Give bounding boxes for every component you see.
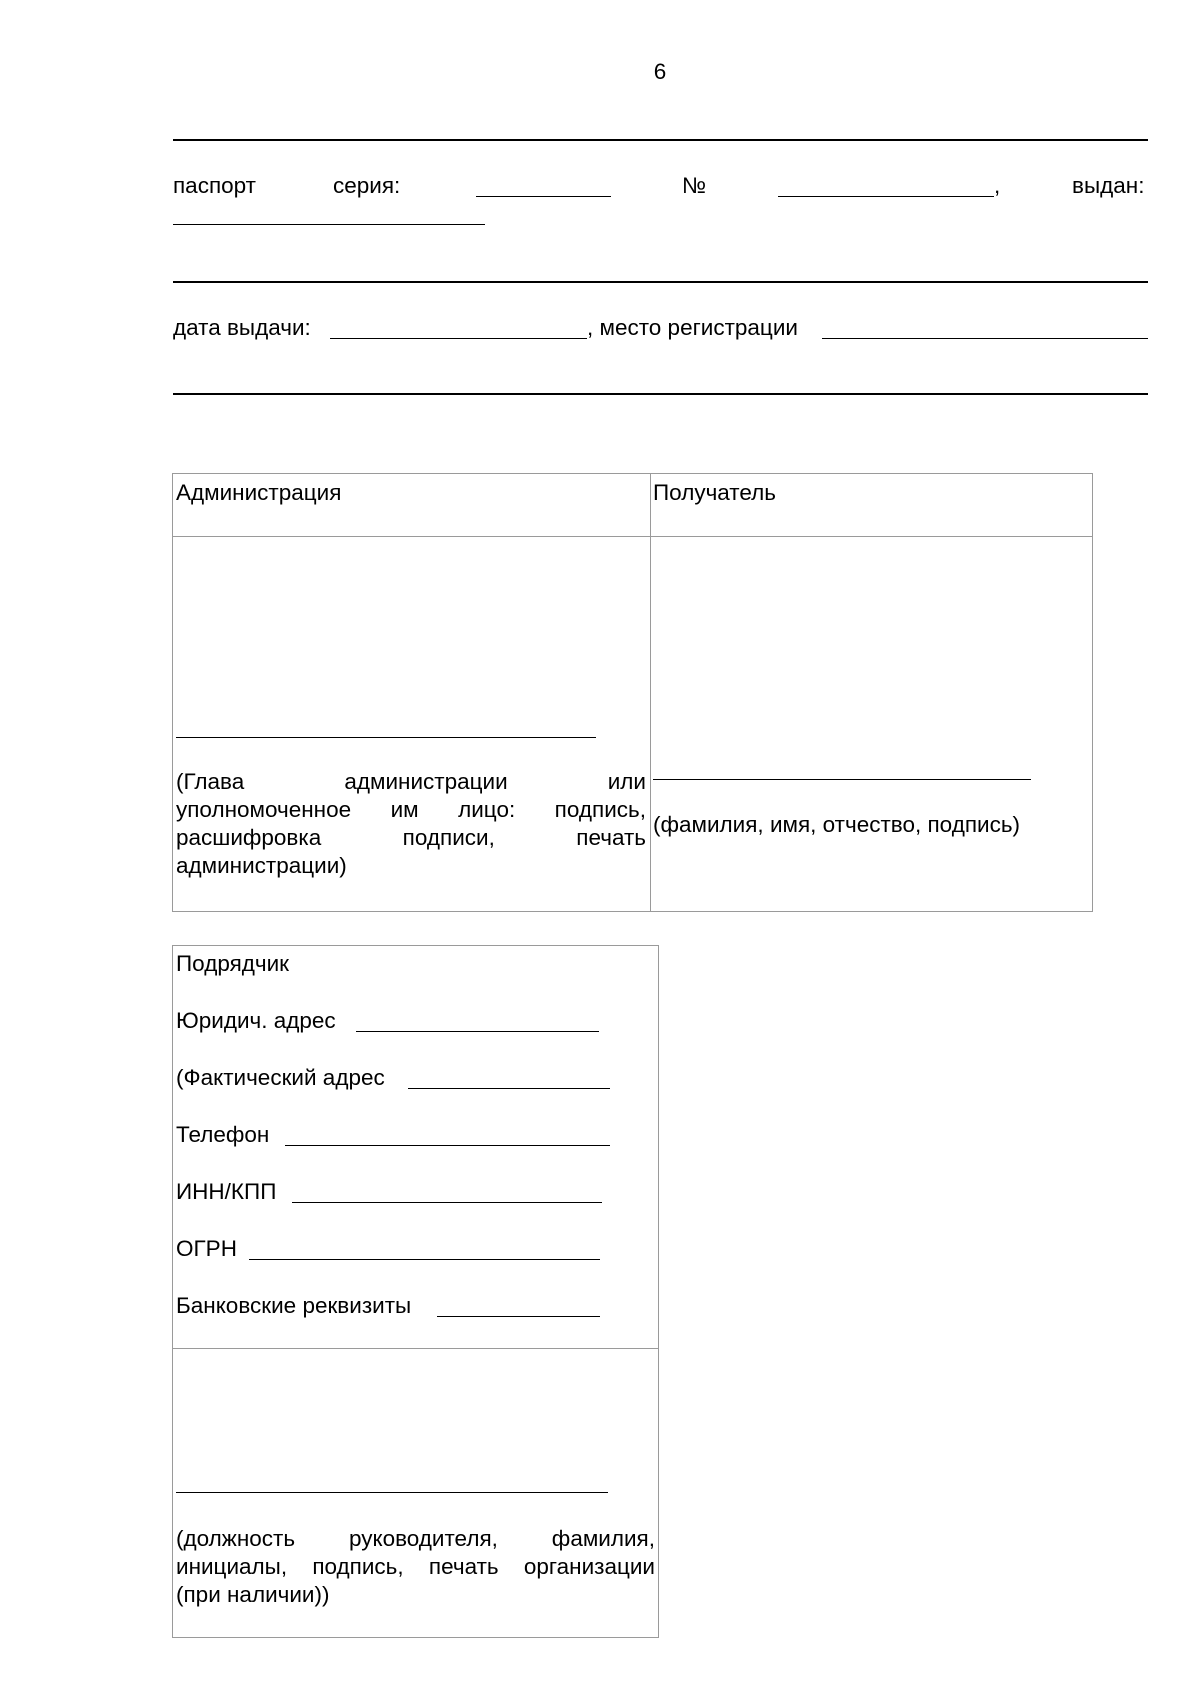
recipient-signature-field[interactable] bbox=[653, 779, 1031, 780]
bank-details-field[interactable] bbox=[437, 1316, 600, 1317]
registration-place-field[interactable] bbox=[822, 338, 1148, 339]
issued-label: выдан: bbox=[1072, 173, 1145, 198]
fill-line-top[interactable] bbox=[173, 139, 1148, 141]
signature-table-header-divider bbox=[172, 536, 1093, 537]
recipient-signature-caption: (фамилия, имя, отчество, подпись) bbox=[653, 812, 1021, 837]
phone-field[interactable] bbox=[285, 1145, 610, 1146]
actual-address-field[interactable] bbox=[408, 1088, 610, 1089]
page-number: 6 bbox=[653, 59, 667, 84]
passport-label: паспорт bbox=[173, 173, 256, 198]
actual-address-label: (Фактический адрес bbox=[176, 1065, 385, 1090]
signature-table-divider bbox=[650, 473, 651, 912]
inn-kpp-label: ИНН/КПП bbox=[176, 1179, 277, 1204]
legal-address-label: Юридич. адрес bbox=[176, 1008, 336, 1033]
contractor-header: Подрядчик bbox=[176, 951, 290, 976]
number-sign: № bbox=[682, 173, 707, 198]
ogrn-field[interactable] bbox=[249, 1259, 600, 1260]
admin-header: Администрация bbox=[176, 480, 342, 505]
bank-details-label: Банковские реквизиты bbox=[176, 1293, 412, 1318]
issue-date-field[interactable] bbox=[330, 338, 587, 339]
recipient-header: Получатель bbox=[653, 480, 776, 505]
comma: , bbox=[994, 173, 1001, 198]
registration-place-label: , место регистрации bbox=[587, 315, 798, 340]
fill-line-third[interactable] bbox=[173, 393, 1148, 395]
number-field[interactable] bbox=[778, 196, 994, 197]
series-field[interactable] bbox=[476, 196, 611, 197]
issued-by-field[interactable] bbox=[173, 224, 485, 225]
issue-date-label: дата выдачи: bbox=[173, 315, 311, 340]
inn-kpp-field[interactable] bbox=[292, 1202, 602, 1203]
admin-signature-caption: (Глава администрации или уполномоченное им лицо: подпись, расшифровка подписи, печать администрации) bbox=[176, 769, 646, 878]
phone-label: Телефон bbox=[176, 1122, 270, 1147]
contractor-signature-field[interactable] bbox=[176, 1492, 608, 1493]
series-label: серия: bbox=[333, 173, 401, 198]
contractor-signature-caption: (должность руководителя, фамилия, инициалы, подпись, печать организации (при наличии)) bbox=[176, 1526, 655, 1607]
fill-line-second[interactable] bbox=[173, 281, 1148, 283]
legal-address-field[interactable] bbox=[356, 1031, 599, 1032]
contractor-table-divider bbox=[172, 1348, 659, 1349]
admin-signature-field[interactable] bbox=[176, 737, 596, 738]
ogrn-label: ОГРН bbox=[176, 1236, 237, 1261]
